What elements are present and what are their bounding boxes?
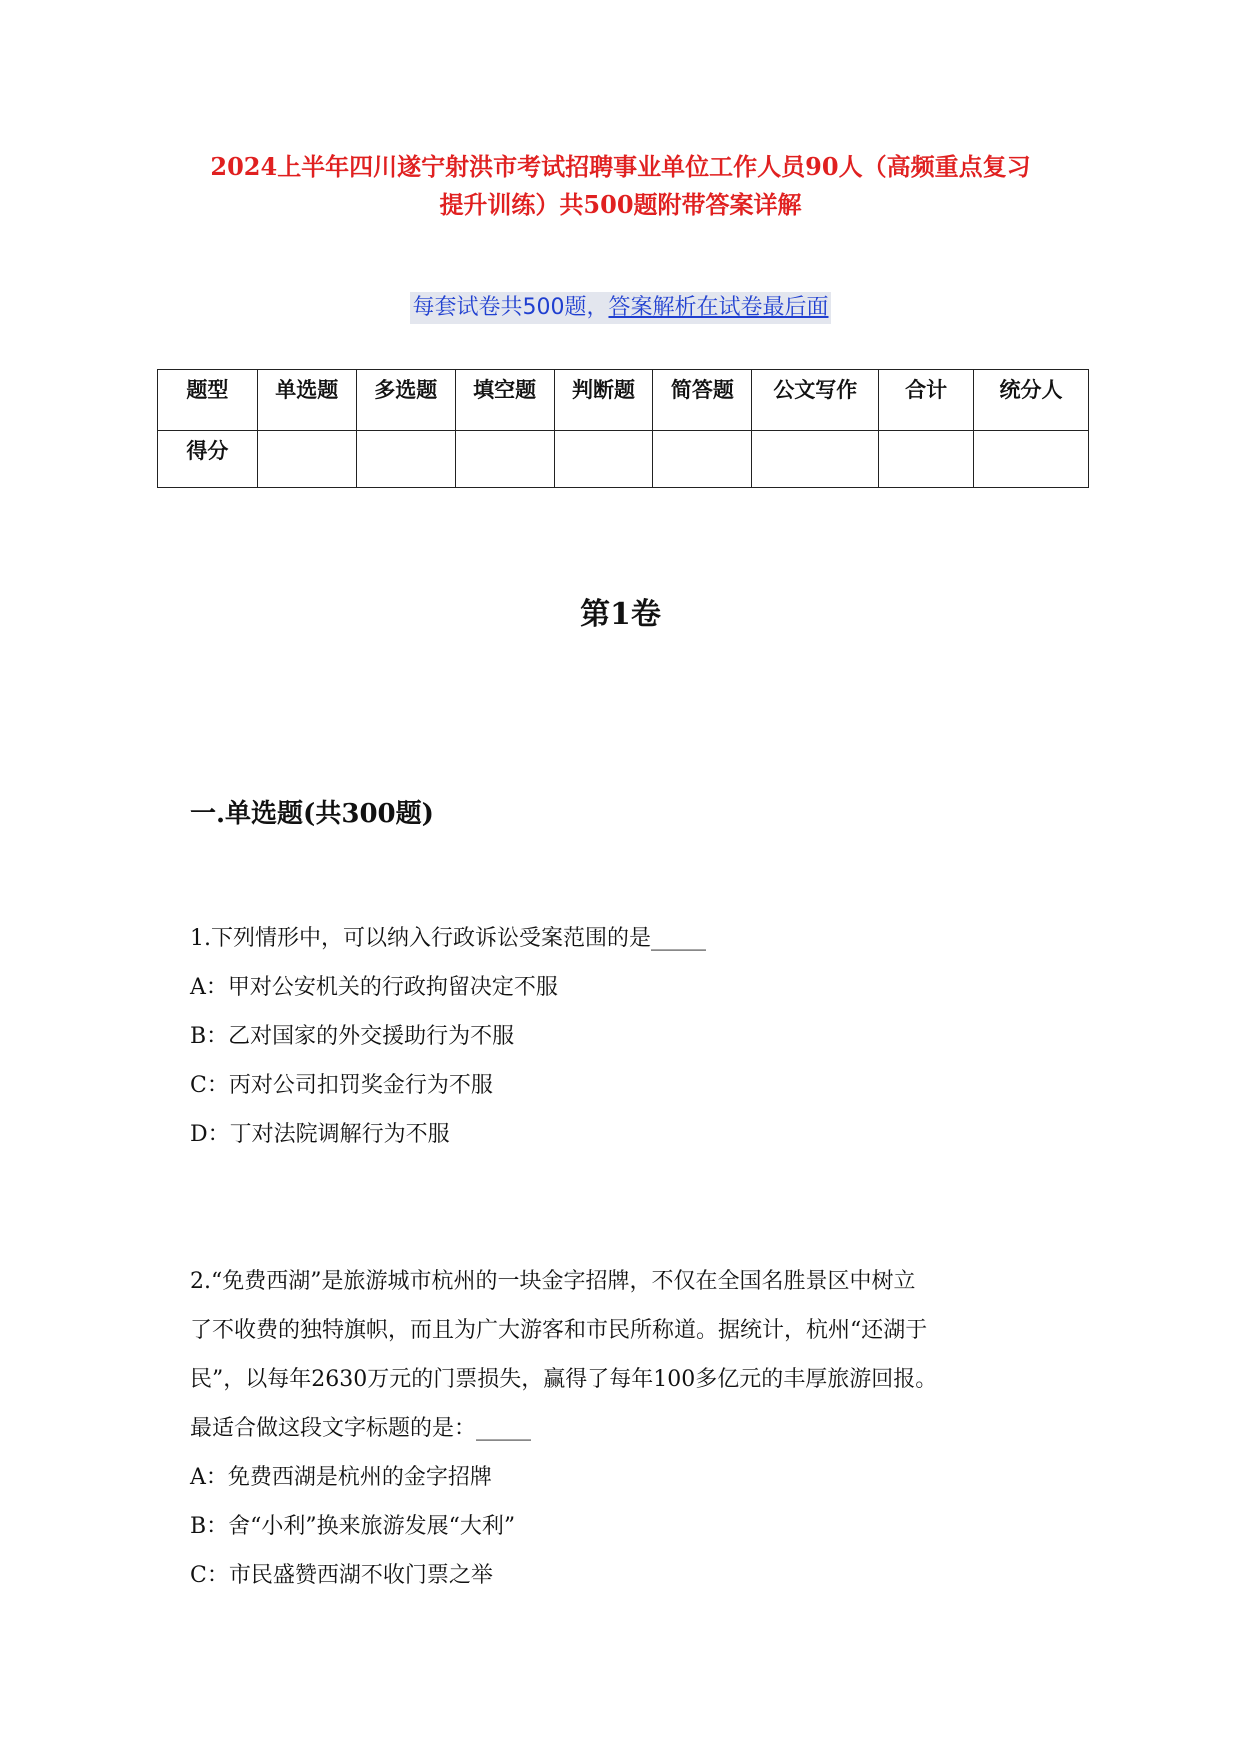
subtitle-text: 每套试卷共500题，: [412, 295, 609, 320]
subtitle: [410, 292, 830, 324]
option-c: C：市民盛赞西湖不收门票之举: [190, 1563, 493, 1588]
header-cell-judge: 判断题: [554, 370, 653, 431]
option-a: A：甲对公安机关的行政拘留决定不服: [190, 975, 558, 1000]
score-table-score-row: [158, 431, 1089, 488]
option-b: B：乙对国家的外交援助行为不服: [190, 1024, 515, 1049]
section-title: 一.单选题(共300题): [190, 799, 434, 829]
score-cell: [257, 431, 356, 488]
header-cell-scorer: 统分人: [974, 370, 1089, 431]
score-cell: [752, 431, 879, 488]
score-cell: [974, 431, 1089, 488]
volume-title: 第1卷: [580, 597, 661, 632]
score-cell: [455, 431, 554, 488]
option-d: D：丁对法院调解行为不服: [190, 1122, 450, 1147]
question-stem-line: 2.“免费西湖”是旅游城市杭州的一块金字招牌，不仅在全国名胜景区中树立: [190, 1269, 916, 1294]
option-c: C：丙对公司扣罚奖金行为不服: [190, 1073, 493, 1098]
question-stem-line: 1.下列情形中，可以纳入行政诉讼受案范围的是_____: [190, 926, 706, 951]
subtitle-block: [0, 292, 1241, 324]
header-cell-fill: 填空题: [455, 370, 554, 431]
document-title: [150, 148, 1091, 224]
question-1: [190, 914, 1070, 1159]
score-table: [157, 369, 1089, 488]
header-cell-writing: 公文写作: [752, 370, 879, 431]
header-cell-multi: 多选题: [356, 370, 455, 431]
header-cell-single: 单选题: [257, 370, 356, 431]
question-stem-line: 了不收费的独特旗帜，而且为广大游客和市民所称道。据统计，杭州“还湖于: [190, 1318, 928, 1343]
question-stem-line: 最适合做这段文字标题的是：_____: [190, 1416, 532, 1441]
question-stem-line: 民”，以每年2630万元的门票损失，赢得了每年100多亿元的丰厚旅游回报。: [190, 1367, 938, 1392]
answer-link[interactable]: 答案解析在试卷最后面: [608, 295, 829, 320]
score-cell: [356, 431, 455, 488]
score-table-header-row: [158, 370, 1089, 431]
title-line-2: 提升训练）共500题附带答案详解: [439, 190, 802, 219]
header-cell-short: 简答题: [653, 370, 752, 431]
option-a: A：免费西湖是杭州的金字招牌: [190, 1465, 492, 1490]
title-line-1: 2024上半年四川遂宁射洪市考试招聘事业单位工作人员90人（高频重点复习: [210, 152, 1031, 181]
header-cell-type: 题型: [158, 370, 258, 431]
score-cell: [653, 431, 752, 488]
question-2: [190, 1257, 1070, 1600]
score-cell: [879, 431, 974, 488]
score-cell: [554, 431, 653, 488]
header-cell-total: 合计: [879, 370, 974, 431]
option-b: B：舍“小利”换来旅游发展“大利”: [190, 1514, 516, 1539]
score-label-cell: 得分: [158, 431, 258, 488]
